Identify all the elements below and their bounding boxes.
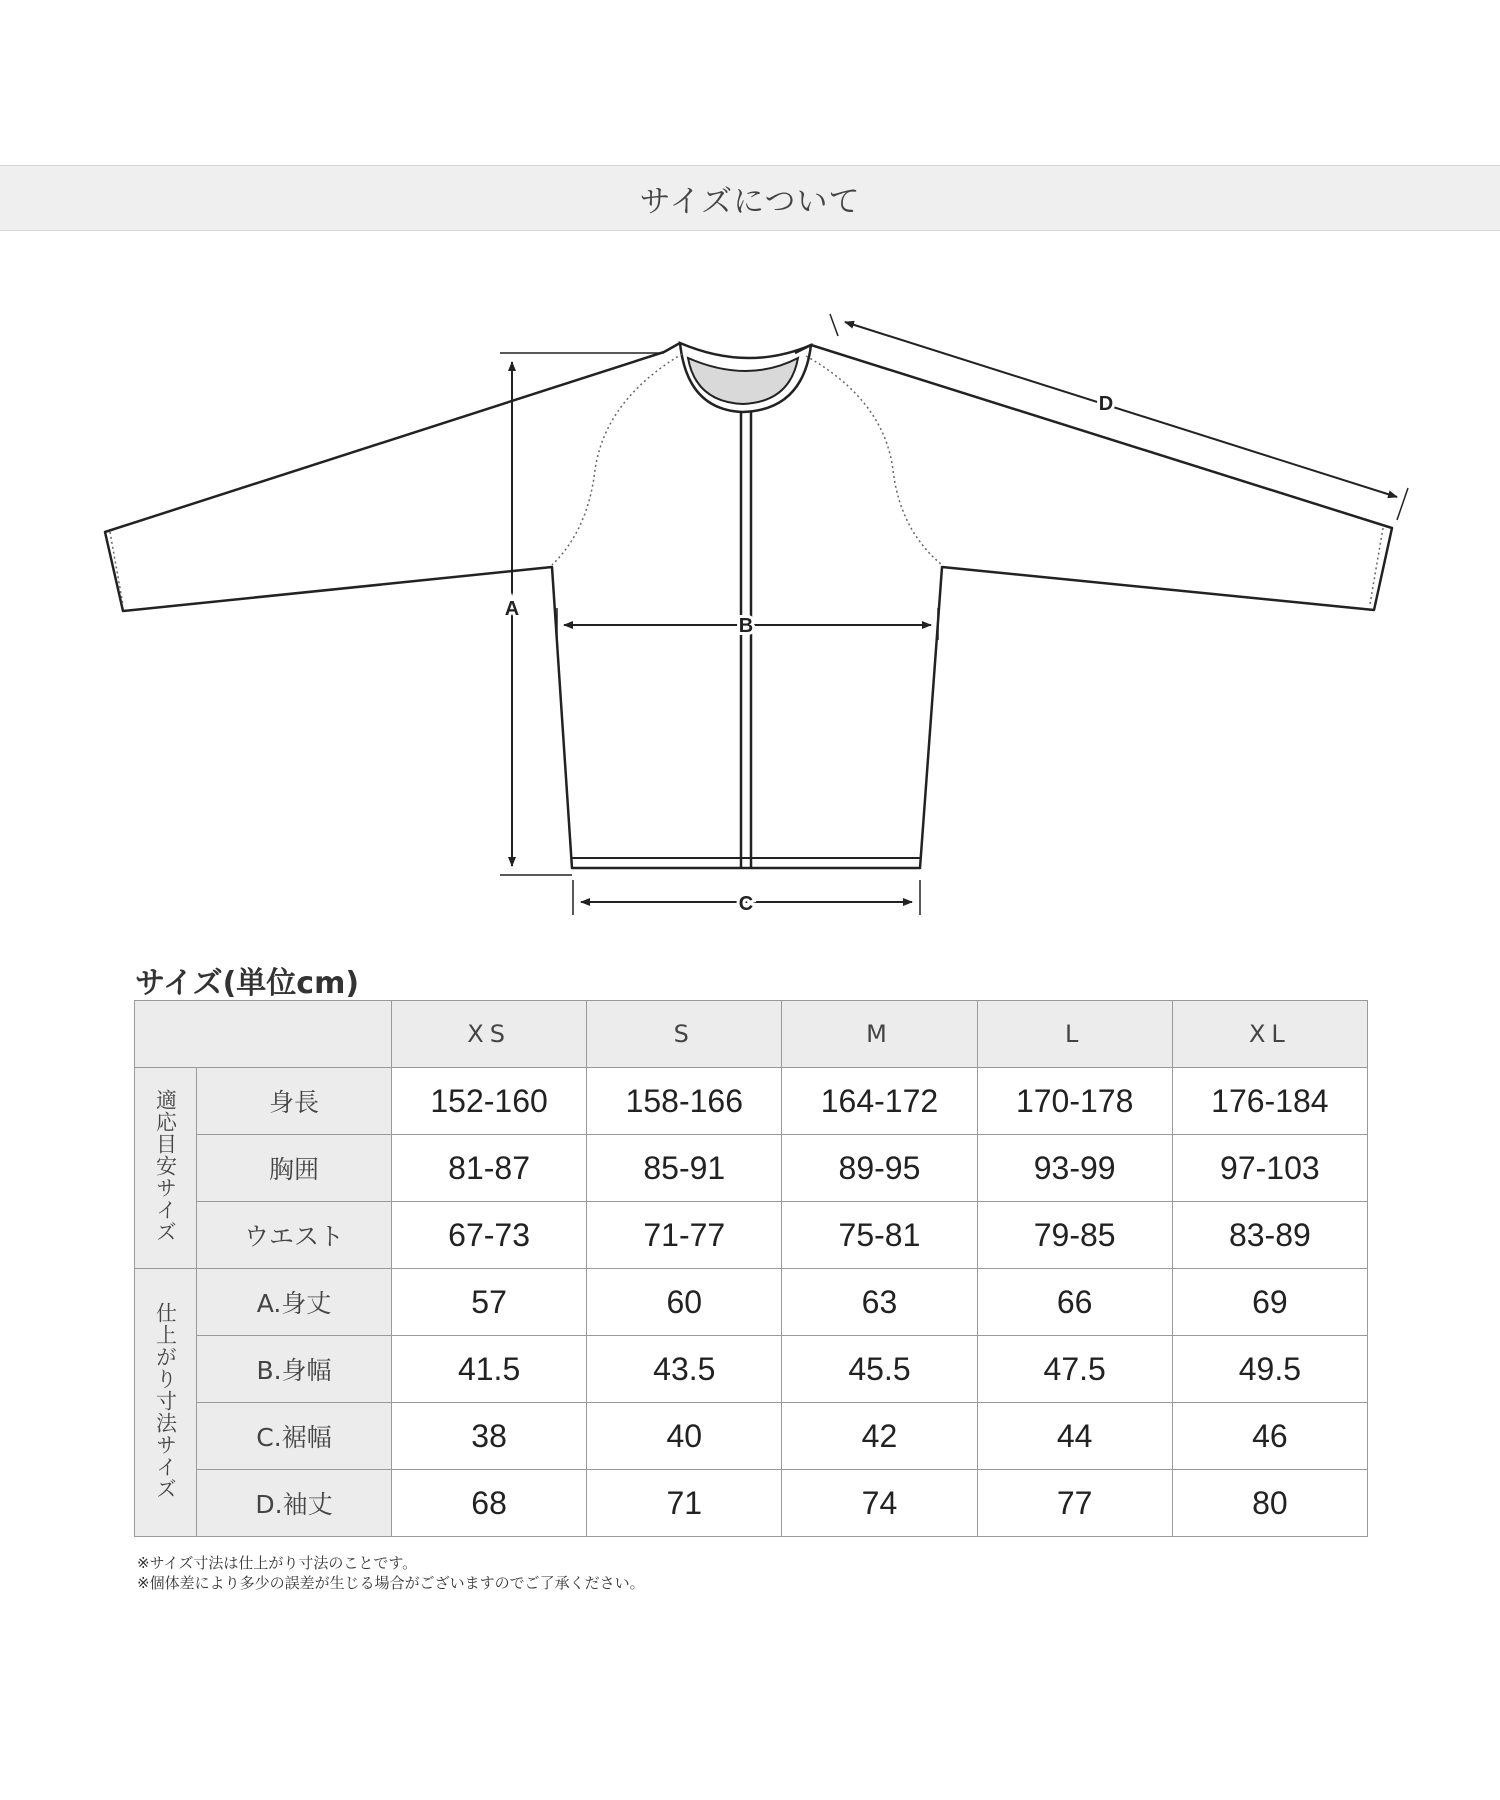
group-label: 適応目安サイズ (153, 1089, 178, 1243)
table-cell: 152-160 (392, 1068, 587, 1135)
table-title: サイズ(単位cm) (135, 966, 360, 1001)
table-cell: 89-95 (782, 1135, 977, 1202)
size-header: M (782, 1001, 977, 1068)
group-label-cell (135, 1269, 197, 1537)
dimension-a-label: A (504, 598, 520, 620)
dimension-d-label: D (1098, 393, 1114, 415)
table-cell: 164-172 (782, 1068, 977, 1135)
table-cell: 57 (392, 1269, 587, 1336)
table-corner (135, 1001, 392, 1068)
size-header: XS (392, 1001, 587, 1068)
dimension-b-label: B (738, 615, 754, 637)
section-title: サイズについて (639, 183, 861, 220)
table-cell: 83-89 (1172, 1202, 1367, 1269)
table-cell: 77 (977, 1470, 1172, 1537)
table-cell: 60 (587, 1269, 782, 1336)
table-cell: 41.5 (392, 1336, 587, 1403)
table-cell: 71-77 (587, 1202, 782, 1269)
table-cell: 74 (782, 1470, 977, 1537)
table-row (135, 1470, 1368, 1537)
row-label: A.身丈 (197, 1269, 392, 1336)
table-cell: 97-103 (1172, 1135, 1367, 1202)
table-cell: 158-166 (587, 1068, 782, 1135)
notes (137, 1553, 645, 1593)
size-header: XL (1172, 1001, 1367, 1068)
row-label: 身長 (197, 1068, 392, 1135)
row-label: C.裾幅 (197, 1403, 392, 1470)
size-table (134, 1000, 1368, 1537)
table-cell: 75-81 (782, 1202, 977, 1269)
row-label: ウエスト (197, 1202, 392, 1269)
table-cell: 42 (782, 1403, 977, 1470)
table-cell: 93-99 (977, 1135, 1172, 1202)
table-cell: 40 (587, 1403, 782, 1470)
table-cell: 67-73 (392, 1202, 587, 1269)
table-cell: 63 (782, 1269, 977, 1336)
size-header: S (587, 1001, 782, 1068)
table-row (135, 1403, 1368, 1470)
table-cell: 69 (1172, 1269, 1367, 1336)
table-cell: 46 (1172, 1403, 1367, 1470)
table-cell: 38 (392, 1403, 587, 1470)
table-cell: 44 (977, 1403, 1172, 1470)
table-row (135, 1068, 1368, 1135)
dimension-d-tick-top (830, 314, 838, 336)
row-label: B.身幅 (197, 1336, 392, 1403)
table-row (135, 1202, 1368, 1269)
table-cell: 43.5 (587, 1336, 782, 1403)
table-cell: 68 (392, 1470, 587, 1537)
table-cell: 49.5 (1172, 1336, 1367, 1403)
group-label-cell (135, 1068, 197, 1269)
group-label: 仕上がり寸法サイズ (153, 1301, 178, 1500)
table-row (135, 1336, 1368, 1403)
dimension-c-label: C (738, 893, 754, 915)
note-line: ※個体差により多少の誤差が生じる場合がございますのでご了承ください。 (137, 1574, 645, 1592)
table-cell: 79-85 (977, 1202, 1172, 1269)
table-cell: 47.5 (977, 1336, 1172, 1403)
table-cell: 176-184 (1172, 1068, 1367, 1135)
table-cell: 81-87 (392, 1135, 587, 1202)
table-cell: 170-178 (977, 1068, 1172, 1135)
table-cell: 85-91 (587, 1135, 782, 1202)
table-row (135, 1269, 1368, 1336)
table-cell: 71 (587, 1470, 782, 1537)
size-header-row (135, 1001, 1368, 1068)
note-line: ※サイズ寸法は仕上がり寸法のことです。 (137, 1554, 418, 1572)
table-cell: 66 (977, 1269, 1172, 1336)
row-label: D.袖丈 (197, 1470, 392, 1537)
table-row (135, 1135, 1368, 1202)
table-cell: 45.5 (782, 1336, 977, 1403)
table-cell: 80 (1172, 1470, 1367, 1537)
garment-outline (105, 343, 1392, 868)
row-label: 胸囲 (197, 1135, 392, 1202)
dimension-d-tick-bottom (1397, 488, 1408, 520)
size-header: L (977, 1001, 1172, 1068)
